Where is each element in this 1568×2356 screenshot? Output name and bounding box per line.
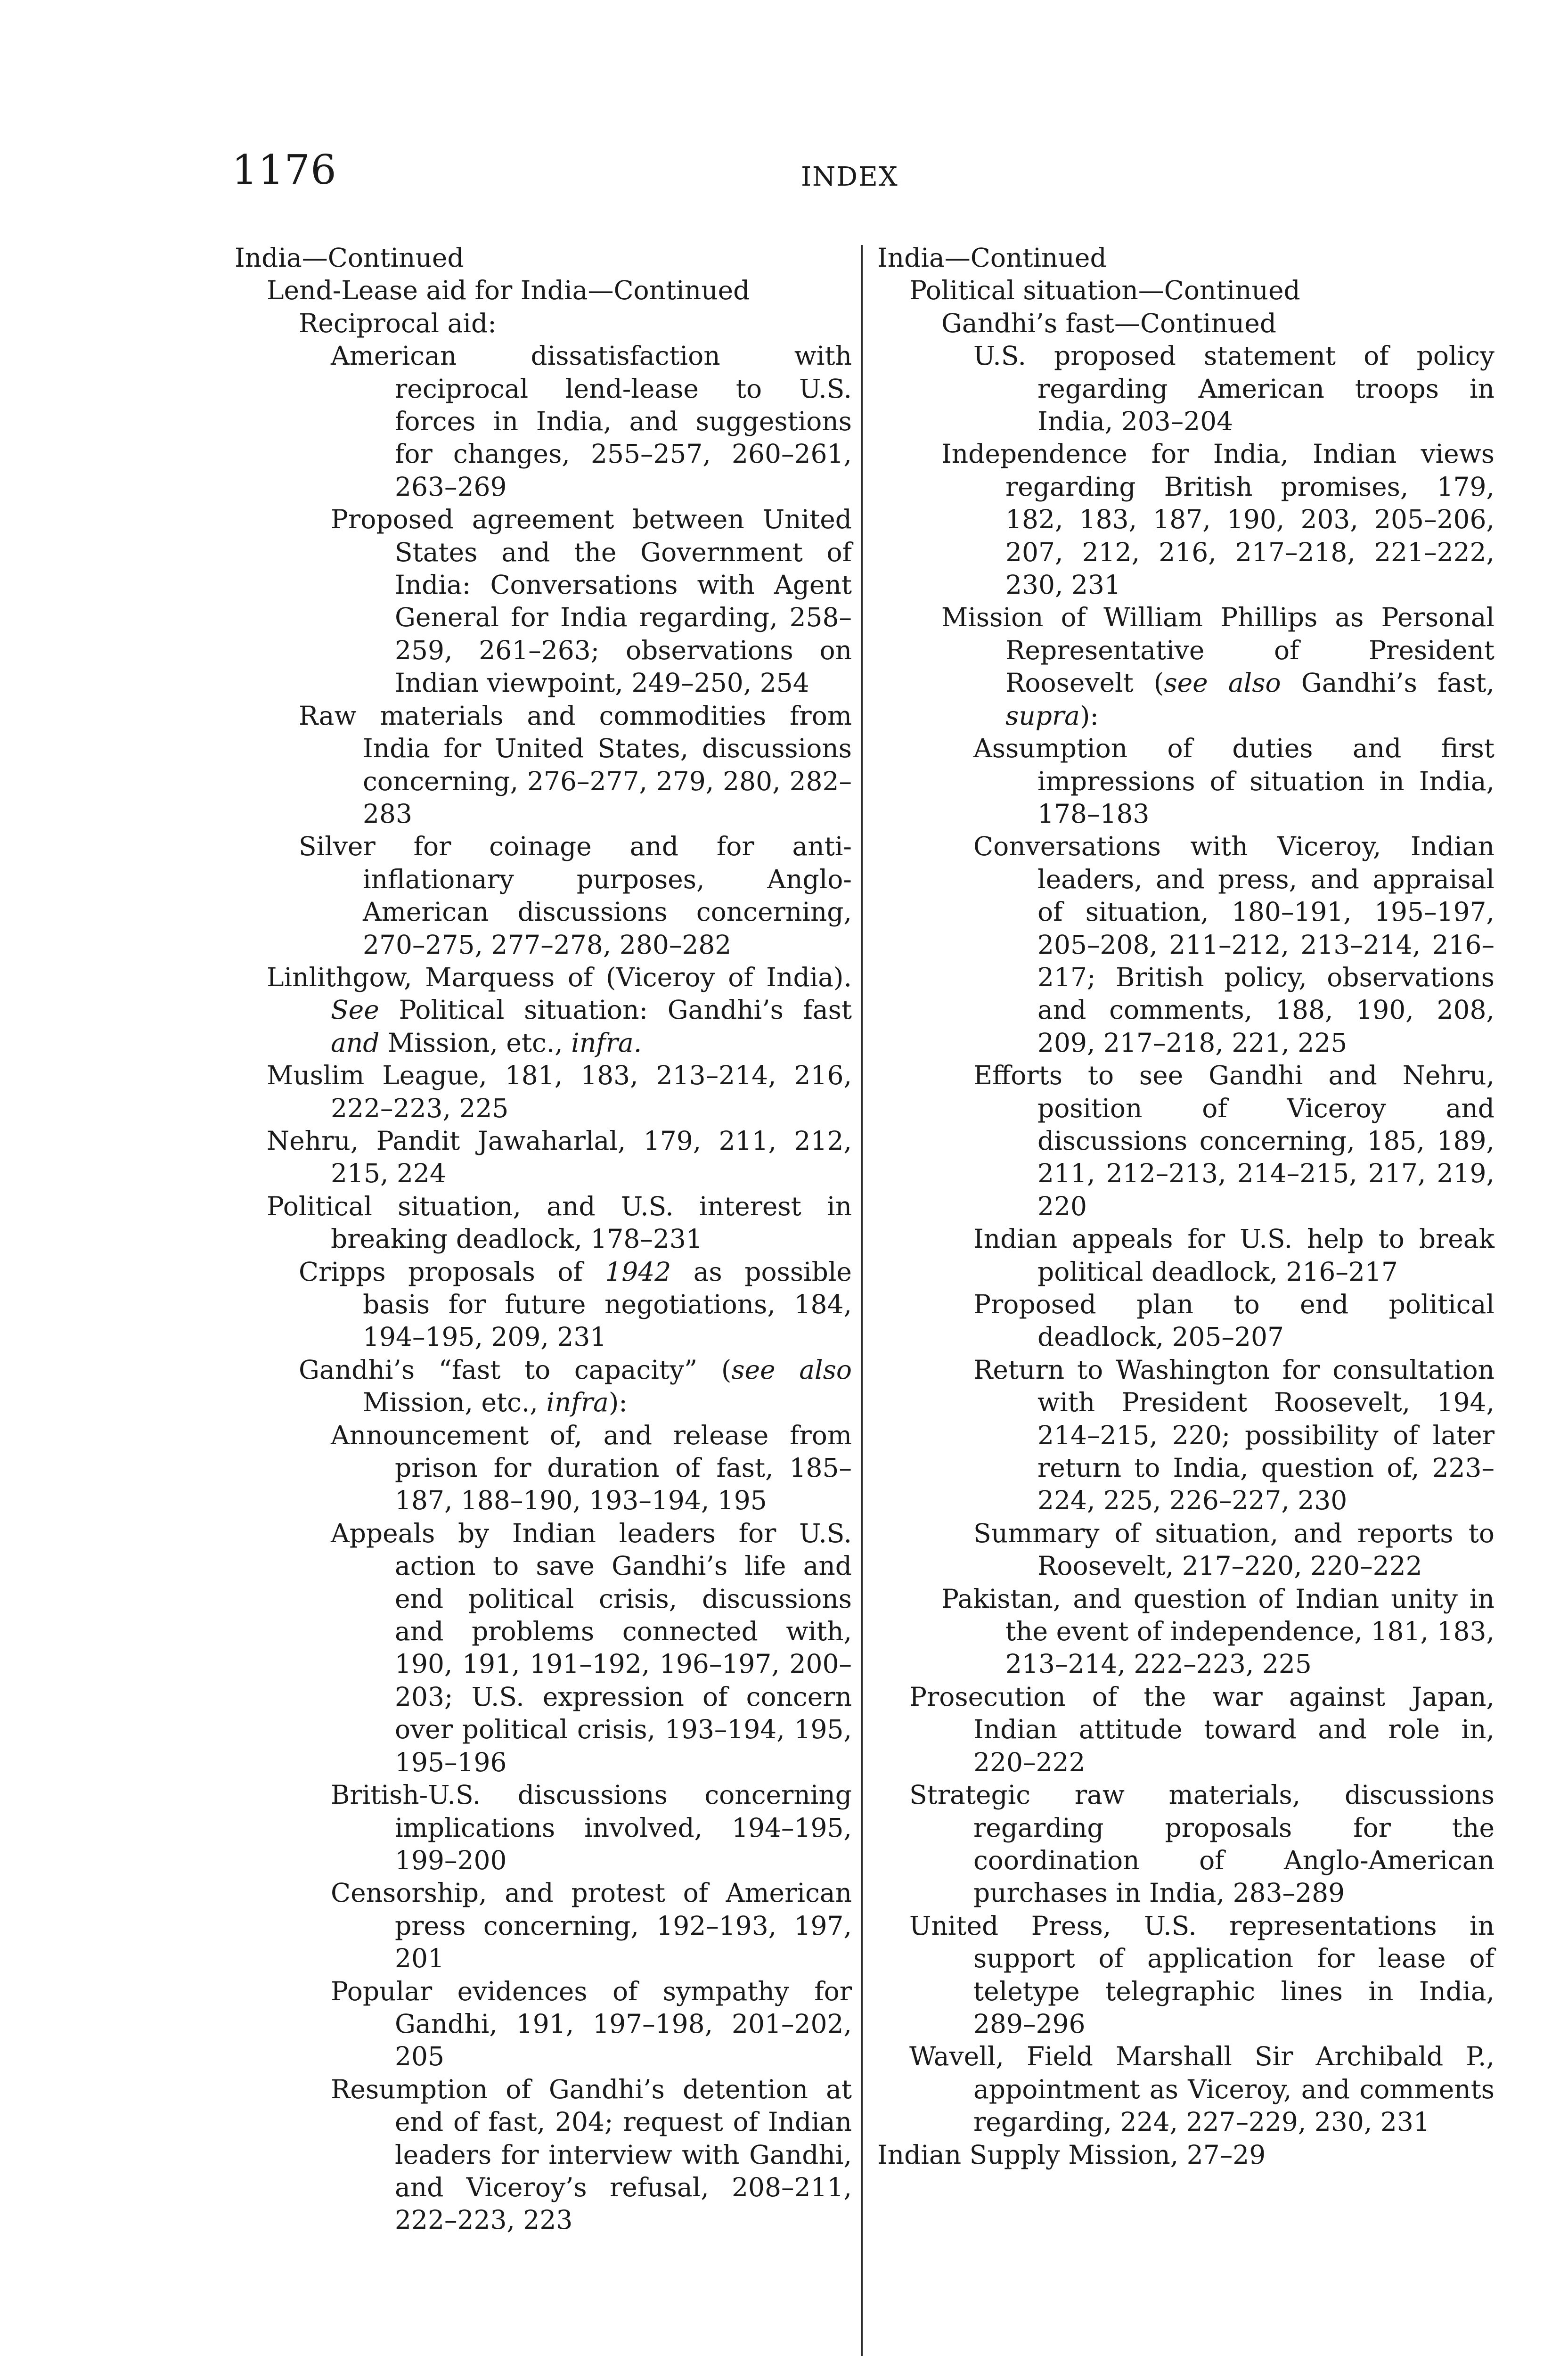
index-entry: Reciprocal aid: [299, 308, 497, 338]
index-entry: Independence for India, Indian views regarding British promises, 179, 182, 183, 187, 190, 203, 205–206, 207, 212, 216, 217–218, 221–222, 230, 231 [941, 439, 1494, 600]
index-entry: British-U.S. discussions concerning implications involved, 194–195, 199–200 [331, 1780, 852, 1875]
index-entry: Censorship, and protest of American press concerning, 192–193, 197, 201 [331, 1878, 852, 1974]
page-number: 1176 [232, 147, 337, 194]
index-entry: Wavell, Field Marshall Sir Archibald P., appointment as Viceroy, and comments regarding, 224, 227–229, 230, 231 [909, 2041, 1494, 2137]
index-entry: Strategic raw materials, discussions regarding proposals for the coordination of Anglo-American purchases in India, 283–289 [909, 1780, 1494, 1908]
index-entry: Conversations with Viceroy, Indian leaders, and press, and appraisal of situation, 180–191, 195–197, 205–208, 211–212, 213–214, 216–217; British policy, observations and comments, 188, 190, 208, 209, 217–218, 221, 225 [973, 831, 1494, 1058]
index-column-right [877, 242, 1494, 2171]
index-entry: Silver for coinage and for anti-inflationary purposes, Anglo-American discussions concerning, 270–275, 277–278, 280–282 [299, 831, 852, 960]
index-entry: Summary of situation, and reports to Roosevelt, 217–220, 220–222 [973, 1518, 1494, 1581]
index-entry: Proposed agreement between United States and the Government of India: Conversations with Agent General for India regarding, 258–259, 261–263; observations on Indian viewpoint, 249–250, 254 [331, 504, 852, 698]
index-entry: United Press, U.S. representations in support of application for lease of teletype telegraphic lines in India, 289–296 [909, 1910, 1494, 2039]
index-entry: Gandhi’s fast—Continued [941, 308, 1276, 338]
index-entry: Assumption of duties and first impressions of situation in India, 178–183 [973, 733, 1494, 829]
index-entry: U.S. proposed statement of policy regarding American troops in India, 203–204 [973, 341, 1494, 437]
running-head: INDEX [801, 162, 898, 192]
index-entry: Muslim League, 181, 183, 213–214, 216, 222–223, 225 [267, 1060, 852, 1123]
index-entry: Raw materials and commodities from India for United States, discussions concerning, 276–277, 279, 280, 282–283 [299, 700, 852, 829]
index-entry: Nehru, Pandit Jawaharlal, 179, 211, 212, 215, 224 [267, 1125, 852, 1189]
column-divider [861, 245, 863, 2356]
index-entry: Gandhi’s “fast to capacity” (see also Mission, etc., infra): [299, 1354, 852, 1418]
index-entry: American dissatisfaction with reciprocal lend-lease to U.S. forces in India, and suggestions for changes, 255–257, 260–261, 263–269 [331, 341, 852, 502]
index-entry: Appeals by Indian leaders for U.S. action to save Gandhi’s life and end political crisis, discussions and problems connected with, 190, 191, 191–192, 196–197, 200–203; U.S. expression of concern over political crisis, 193–194, 195, 195–196 [331, 1518, 852, 1777]
index-entry: Indian Supply Mission, 27–29 [877, 2139, 1266, 2170]
index-entry: Cripps proposals of 1942 as possible basis for future negotiations, 184, 194–195, 209, 231 [299, 1256, 852, 1352]
index-entry: Efforts to see Gandhi and Nehru, position of Viceroy and discussions concerning, 185, 189, 211, 212–213, 214–215, 217, 219, 220 [973, 1060, 1494, 1221]
index-entry: Resumption of Gandhi’s detention at end of fast, 204; request of Indian leaders for interview with Gandhi, and Viceroy’s refusal, 208–211, 222–223, 223 [331, 2074, 852, 2235]
index-entry: Return to Washington for consultation with President Roosevelt, 194, 214–215, 220; possibility of later return to India, question of, 223–224, 225, 226–227, 230 [973, 1354, 1494, 1516]
index-entry: Political situation, and U.S. interest in breaking deadlock, 178–231 [267, 1191, 852, 1254]
index-entry: Lend-Lease aid for India—Continued [267, 275, 750, 306]
index-entry: Popular evidences of sympathy for Gandhi, 191, 197–198, 201–202, 205 [331, 1976, 852, 2072]
index-entry: Indian appeals for U.S. help to break political deadlock, 216–217 [973, 1224, 1494, 1287]
index-entry: India—Continued [235, 243, 464, 273]
index-entry: Political situation—Continued [909, 275, 1300, 306]
index-column-left [235, 242, 852, 2237]
index-entry: Proposed plan to end political deadlock, 205–207 [973, 1289, 1494, 1352]
index-entry: Announcement of, and release from prison for duration of fast, 185–187, 188–190, 193–194, 195 [331, 1420, 852, 1516]
index-entry: Pakistan, and question of Indian unity in the event of independence, 181, 183, 213–214, 222–223, 225 [941, 1583, 1494, 1679]
index-entry: Linlithgow, Marquess of (Viceroy of India). See Political situation: Gandhi’s fast and Mission, etc., infra. [267, 962, 852, 1058]
index-entry: Prosecution of the war against Japan, Indian attitude toward and role in, 220–222 [909, 1681, 1494, 1777]
index-entry: Mission of William Phillips as Personal Representative of President Roosevelt (see also Gandhi’s fast, supra): [941, 602, 1495, 731]
index-entry: India—Continued [877, 243, 1107, 273]
